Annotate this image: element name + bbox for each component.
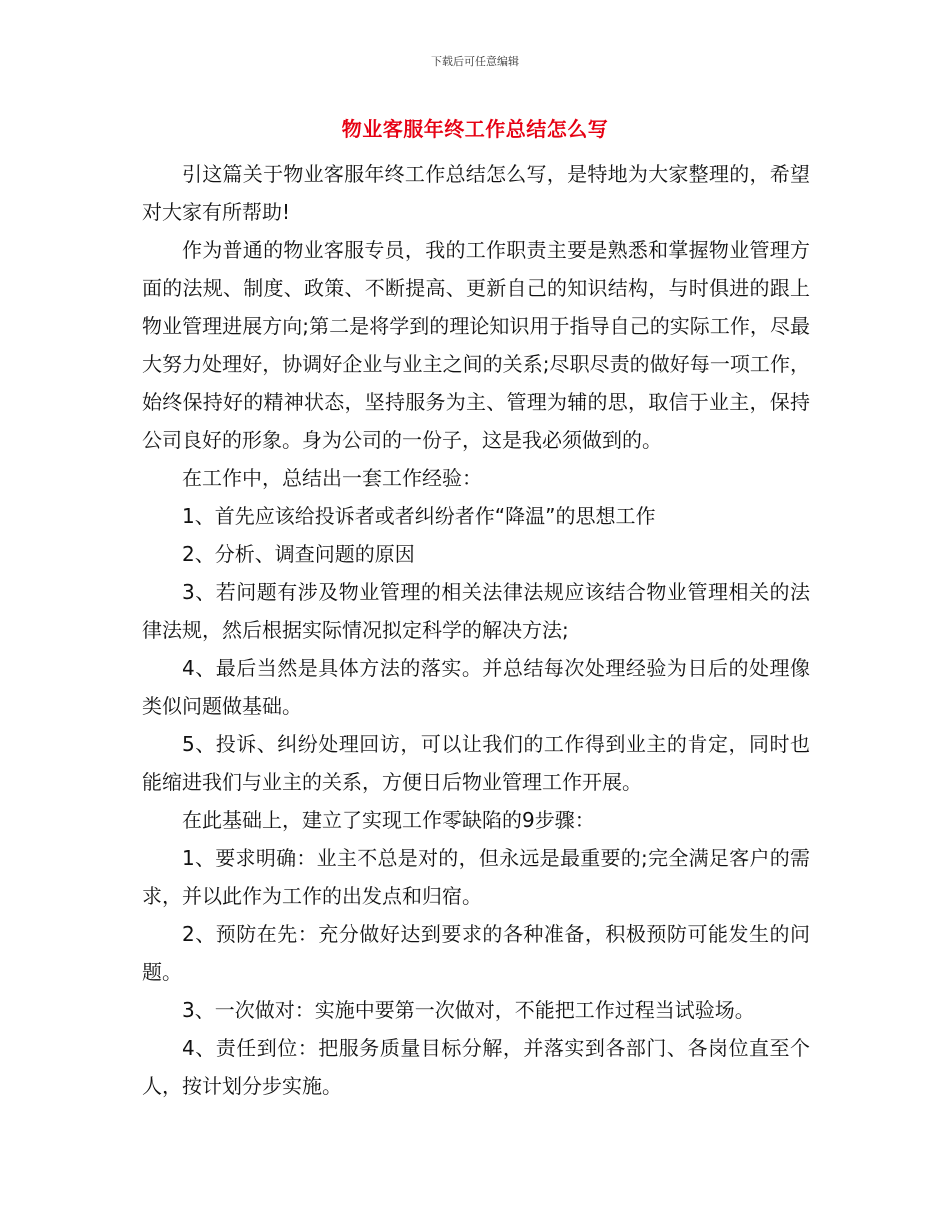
paragraph-step-4: 4、责任到位：把服务质量目标分解，并落实到各部门、各岗位直至个人，按计划分步实施。 bbox=[142, 1036, 810, 1098]
paragraph-experience-1: 1、首先应该给投诉者或者纠纷者作“降温”的思想工作 bbox=[182, 504, 656, 528]
paragraph-experience-4: 4、最后当然是具体方法的落实。并总结每次处理经验为日后的处理像类似问题做基础。 bbox=[142, 656, 810, 718]
paragraph-experience-5: 5、投诉、纠纷处理回访，可以让我们的工作得到业主的肯定，同时也能缩进我们与业主的关系，方便日后物业管理工作开展。 bbox=[142, 732, 810, 794]
paragraph-step-1: 1、要求明确：业主不总是对的，但永远是最重要的;完全满足客户的需求，并以此作为工作的出发点和归宿。 bbox=[142, 846, 810, 908]
paragraph-experience-3: 3、若问题有涉及物业管理的相关法律法规应该结合物业管理相关的法律法规，然后根据实际情况拟定科学的解决方法; bbox=[142, 580, 810, 642]
paragraph-experience-heading: 在工作中，总结出一套工作经验： bbox=[182, 466, 482, 490]
paragraph-step-3: 3、一次做对：实施中要第一次做对，不能把工作过程当试验场。 bbox=[182, 998, 755, 1022]
document-title: 物业客服年终工作总结怎么写 bbox=[341, 117, 609, 141]
paragraph-step-2: 2、预防在先：充分做好达到要求的各种准备，积极预防可能发生的问题。 bbox=[142, 922, 810, 984]
document-body bbox=[142, 155, 810, 1105]
header-note: 下载后可任意编辑 bbox=[431, 55, 519, 68]
paragraph-duties: 作为普通的物业客服专员，我的工作职责主要是熟悉和掌握物业管理方面的法规、制度、政策、不断提高、更新自己的知识结构，与时俱进的跟上物业管理进展方向;第二是将学到的理论知识用于指导自己的实际工作，尽最大努力处理好，协调好企业与业主之间的关系;尽职尽责的做好每一项工作，始终保持好的精神状态，坚持服务为主、管理为辅的思，取信于业主，保持公司良好的形象。身为公司的一份子，这是我必须做到的。 bbox=[142, 238, 810, 452]
paragraph-steps-heading: 在此基础上，建立了实现工作零缺陷的9步骤： bbox=[182, 808, 595, 832]
paragraph-experience-2: 2、分析、调查问题的原因 bbox=[182, 542, 415, 566]
paragraph-intro: 引这篇关于物业客服年终工作总结怎么写，是特地为大家整理的，希望对大家有所帮助! bbox=[142, 162, 810, 224]
